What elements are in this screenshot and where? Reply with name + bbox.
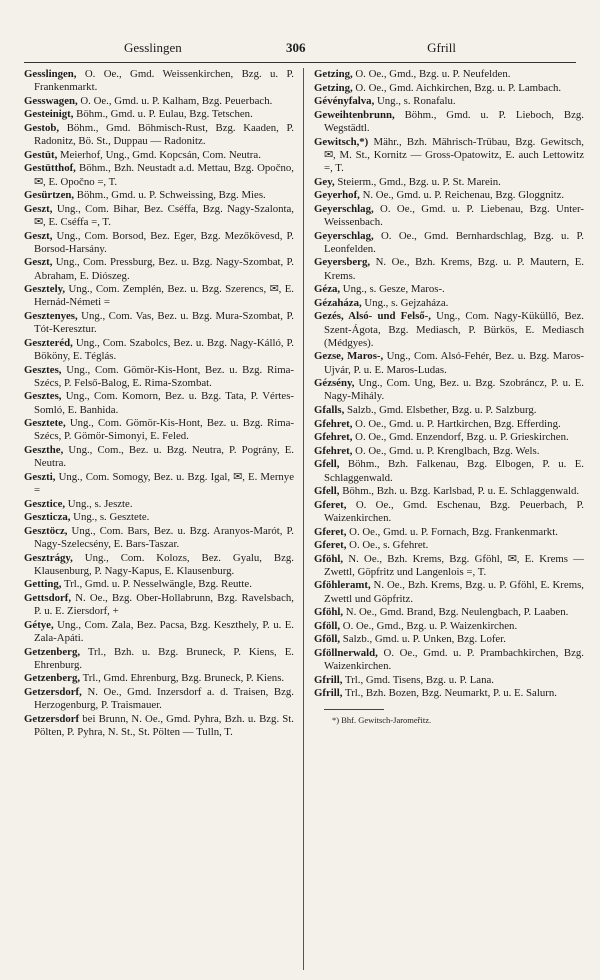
gazetteer-entry <box>24 122 294 148</box>
gazetteer-entry <box>24 189 294 202</box>
entry-details: Böhm., Gmd. Böhmisch-Rust, Bzg. Kaaden, P. Radonitz, Bö. St., Duppau — Radonitz. <box>34 121 294 148</box>
entry-place-name: Getzersdorf <box>24 712 80 725</box>
entry-place-name: Gferet, <box>314 498 347 511</box>
gazetteer-entry <box>314 377 584 403</box>
gazetteer-entry <box>24 646 294 672</box>
entry-place-name: Gesztöcz, <box>24 524 68 537</box>
entry-details: O. Oe., Gmd., Bzg. u. P. Neufelden. <box>352 68 511 80</box>
entry-details: Ung., Com. Pressburg, Bez. u. Bzg. Nagy-Szombat, P. Abraham, E. Diószeg. <box>34 256 294 282</box>
entry-details: N. Oe., Gmd. Inzersdorf a. d. Traisen, Bzg. Herzogenburg, P. Traismauer. <box>34 685 294 712</box>
gazetteer-entry <box>314 297 584 310</box>
entry-place-name: Geyersberg, <box>314 256 371 269</box>
gazetteer-entry <box>24 578 294 591</box>
entry-details: Ung., Com. Komorn, Bez. u. Bzg. Tata, P. Vértes-Somló, E. Banhida. <box>34 390 294 416</box>
entry-details: N. Oe., Gmd. Brand, Bzg. Neulengbach, P. Laaben. <box>343 606 569 619</box>
entry-place-name: Geyerhof, <box>314 189 360 202</box>
gazetteer-entry <box>314 539 584 552</box>
entry-details: O. Oe., Gmd. u. P. Fornach, Bzg. Frankenmarkt. <box>346 525 558 538</box>
gazetteer-entry <box>314 203 584 229</box>
entry-place-name: Gfell, <box>314 485 340 498</box>
entry-place-name: Geszt, <box>24 229 53 242</box>
entry-place-name: Gestütthof, <box>24 162 76 175</box>
page-number: 306 <box>286 40 306 55</box>
entry-place-name: Geszt, <box>24 202 53 215</box>
entry-details: O. Oe., Gmd. Aichkirchen, Bzg. u. P. Lambach. <box>352 81 562 94</box>
gazetteer-entry <box>314 230 584 256</box>
entry-details: Böhm., Gmd. u. P. Schweissing, Bzg. Mies. <box>74 189 266 202</box>
entry-details: Ung., Com. Ung, Bez. u. Bzg. Szobráncz, P. u. E. Nagy-Mihály. <box>324 377 584 403</box>
entry-details: Trl., Gmd. u. P. Nesselwängle, Bzg. Reutte. <box>61 578 252 591</box>
entry-place-name: Gföhleramt, <box>314 579 371 592</box>
entry-place-name: Gesztes, <box>24 363 62 376</box>
entry-place-name: Gfehret, <box>314 417 353 430</box>
gazetteer-entry <box>24 619 294 645</box>
gazetteer-entry <box>24 444 294 470</box>
gazetteer-entry <box>24 713 294 739</box>
entry-details: N. Oe., Bzh. Krems, Bzg. Gföhl, ✉, E. Krems — Zwettl, Göpfritz und Langenlois =, T. <box>324 552 584 578</box>
gazetteer-entry <box>24 511 294 524</box>
entry-details: bei Brunn, N. Oe., Gmd. Pyhra, Bzh. u. Bzg. St. Pölten, P. Pyhra, N. St., St. Pölten — Tulln, T. <box>34 712 294 738</box>
entry-details: O. Oe., Gmd. Eschenau, Bzg. Peuerbach, P. Waizenkirchen. <box>324 498 584 524</box>
header-left-keyword: Gesslingen <box>124 40 182 55</box>
entry-details: Ung., s. Gejzaháza. <box>361 296 449 309</box>
entry-details: N. Oe., Bzh. Krems, Bzg. u. P. Mautern, E. Krems. <box>324 256 584 282</box>
entry-place-name: Gesslingen, <box>24 68 77 80</box>
entry-place-name: Gévényfalva, <box>314 95 375 108</box>
gazetteer-entry <box>24 108 294 121</box>
entry-details: Ung., Com. Gömör-Kis-Hont, Bez. u. Bzg. Rima-Szécs, P. Gömör-Simonyi, E. Feled. <box>34 417 294 443</box>
entry-place-name: Gesztenyes, <box>24 309 78 322</box>
page-header <box>24 40 576 60</box>
gazetteer-entry <box>314 553 584 579</box>
gazetteer-entry <box>314 647 584 673</box>
entry-details: O. Oe., Gmd. u. P. Krenglbach, Bzg. Wels. <box>352 444 540 457</box>
gazetteer-entry <box>314 283 584 296</box>
entry-place-name: Gföhl, <box>314 606 344 619</box>
entry-place-name: Géza, <box>314 283 341 296</box>
entry-details: Steierm., Gmd., Bzg. u. P. St. Marein. <box>334 175 501 188</box>
entry-details: Ung., Com. Szabolcs, Bez. u. Bzg. Nagy-Kálló, P. Bököny, E. Téglás. <box>34 336 294 362</box>
entry-details: N. Oe., Bzh. Krems, Bzg. u. P. Gföhl, E. Krems, Zwettl und Göpfritz. <box>324 579 584 605</box>
entry-place-name: Gey, <box>314 175 335 188</box>
entry-details: Salzb., Gmd. u. P. Unken, Bzg. Lofer. <box>340 633 506 646</box>
gazetteer-entry <box>314 68 584 81</box>
entry-details: Böhm., Gmd. u. P. Eulau, Bzg. Tetschen. <box>73 108 253 121</box>
gazetteer-entry <box>24 203 294 229</box>
gazetteer-entry <box>314 606 584 619</box>
entry-place-name: Gesztes, <box>24 390 62 403</box>
entry-details: Böhm., Bzh. Falkenau, Bzg. Elbogen, P. u. E. Schlaggenwald. <box>324 458 584 484</box>
entry-details: N. Oe., Bzg. Ober-Hollabrunn, Bzg. Ravelsbach, P. u. E. Ziersdorf, + <box>34 591 294 618</box>
entry-place-name: Getzenberg, <box>24 645 81 658</box>
gazetteer-entry <box>24 686 294 712</box>
entry-place-name: Gfehret, <box>314 444 353 457</box>
gazetteer-entry <box>314 404 584 417</box>
entry-place-name: Gesürtzen, <box>24 189 75 202</box>
gazetteer-entry <box>314 620 584 633</box>
footnote: *) Bhf. Gewitsch-Jaromeřitz. <box>332 714 432 725</box>
entry-place-name: Gföll, <box>314 633 341 646</box>
entry-details: Ung., Com. Alsó-Fehér, Bez. u. Bzg. Maros-Ujvár, P. u. E. Maros-Ludas. <box>324 350 584 376</box>
gazetteer-entry <box>314 431 584 444</box>
gazetteer-entry <box>314 189 584 202</box>
entry-place-name: Gferet, <box>314 525 347 538</box>
entry-place-name: Geszteréd, <box>24 336 73 349</box>
entry-place-name: Gesztely, <box>24 283 66 296</box>
entry-place-name: Gfrill, <box>314 687 343 700</box>
entry-details: Ung., s. Gesztete. <box>70 511 150 524</box>
gazetteer-entry <box>24 672 294 685</box>
entry-place-name: Gesztete, <box>24 417 66 430</box>
gazetteer-entry <box>314 95 584 108</box>
entry-place-name: Gézaháza, <box>314 296 362 309</box>
entry-place-name: Gezés, Alsó- und Felső-, <box>314 310 431 323</box>
gazetteer-entry <box>24 310 294 336</box>
gazetteer-entry <box>314 633 584 646</box>
entry-details: Ung., Com., Bez. u. Bzg. Neutra, P. Pográny, E. Neutra. <box>34 443 294 470</box>
gazetteer-entry <box>24 256 294 282</box>
gazetteer-entry <box>24 68 294 94</box>
gazetteer-entry <box>24 162 294 188</box>
entry-details: O. Oe., Gmd. Weissenkirchen, Bzg. u. P. Frankenmarkt. <box>34 68 294 94</box>
entry-place-name: Gfalls, <box>314 403 345 416</box>
entry-place-name: Gfell, <box>314 458 340 471</box>
entry-details: O. Oe., Gmd. u. P. Kalham, Bzg. Peuerbach. <box>77 94 273 107</box>
gazetteer-entry <box>314 485 584 498</box>
entry-details: Böhm., Gmd. u. P. Lieboch, Bzg. Wegstädtl. <box>324 108 584 134</box>
footnote-rule <box>324 709 384 710</box>
entry-details: O. Oe., Gmd. u. P. Hartkirchen, Bzg. Efferding. <box>352 417 561 430</box>
entry-details: N. Oe., Gmd. u. P. Reichenau, Bzg. Gloggnitz. <box>359 189 565 202</box>
entry-details: Ung., s. Gesze, Maros-. <box>340 283 445 296</box>
entry-details: O. Oe., Gmd. u. P. Liebenau, Bzg. Unter-Weissenbach. <box>324 202 584 228</box>
header-right-keyword: Gfrill <box>427 40 456 55</box>
gazetteer-entry <box>24 95 294 108</box>
entry-details: O. Oe., Gmd., Bzg. u. P. Waizenkirchen. <box>340 619 518 632</box>
column-divider <box>303 68 304 970</box>
entry-place-name: Gestüt, <box>24 148 58 161</box>
entry-details: Ung., Com. Bars, Bez. u. Bzg. Aranyos-Marót, P. Nagy-Szelecsény, E. Bars-Taszar. <box>34 524 294 550</box>
entry-details: Trl., Gmd. Ehrenburg, Bzg. Bruneck, P. Kiens. <box>80 672 285 685</box>
gazetteer-entry <box>24 364 294 390</box>
entry-details: O. Oe., Gmd. u. P. Prambachkirchen, Bzg. Waizenkirchen. <box>324 647 584 673</box>
gazetteer-entry <box>24 592 294 618</box>
entry-place-name: Geszti, <box>24 470 56 483</box>
entry-place-name: Geszticza, <box>24 511 71 524</box>
gazetteer-entry <box>314 674 584 687</box>
entry-place-name: Gesztrágy, <box>24 551 73 564</box>
entry-details: Ung., s. Ronafalu. <box>374 95 456 108</box>
entry-place-name: Gföll, <box>314 619 341 632</box>
gazetteer-entry <box>314 82 584 95</box>
entry-details: Trl., Bzh. Bozen, Bzg. Neumarkt, P. u. E. Salurn. <box>342 687 557 700</box>
gazetteer-entry <box>314 418 584 431</box>
entry-place-name: Geszthe, <box>24 443 64 456</box>
entry-place-name: Gezse, Maros-, <box>314 350 384 363</box>
gazetteer-entry <box>24 390 294 416</box>
entry-details: Ung., Com. Vas, Bez. u. Bzg. Mura-Szombat, P. Tót-Keresztur. <box>34 309 294 336</box>
entry-details: Trl., Gmd. Tisens, Bzg. u. P. Lana. <box>342 673 494 686</box>
gazetteer-entry <box>24 337 294 363</box>
entry-details: O. Oe., s. Gfehret. <box>346 539 429 552</box>
entry-place-name: Gestob, <box>24 121 60 134</box>
entry-details: Ung., Com. Nagy-Küküllő, Bez. Szent-Ágota, Bzg. Mediasch, P. Bürkös, E. Mediasch (Médgyes). <box>324 310 584 349</box>
gazetteer-entry <box>24 149 294 162</box>
entry-place-name: Gewitsch,*) <box>314 135 369 148</box>
entry-details: Ung., Com. Kolozs, Bez. Gyalu, Bzg. Klausenburg, P. Nagy-Kapus, E. Klausenburg. <box>34 551 294 577</box>
right-column <box>314 68 584 968</box>
gazetteer-entry <box>314 310 584 350</box>
entry-details: Ung., Com. Gömör-Kis-Hont, Bez. u. Bzg. Rima-Szécs, P. Felső-Balog, E. Rima-Szombat. <box>34 363 294 389</box>
entry-place-name: Gföhl, <box>314 552 344 565</box>
entry-place-name: Gfrill, <box>314 673 343 686</box>
gazetteer-entry <box>314 526 584 539</box>
entry-details: O. Oe., Gmd. Bernhardschlag, Bzg. u. P. Leonfelden. <box>324 229 584 255</box>
entry-place-name: Gferet, <box>314 539 347 552</box>
gazetteer-entry <box>24 417 294 443</box>
entry-place-name: Geyerschlag, <box>314 229 374 242</box>
gazetteer-entry <box>314 687 584 700</box>
gazetteer-entry <box>314 109 584 135</box>
entry-place-name: Getzing, <box>314 81 353 94</box>
entry-details: Ung., Com. Zala, Bez. Pacsa, Bzg. Keszthely, P. u. E. Zala-Apáti. <box>34 618 294 644</box>
entry-details: Trl., Bzh. u. Bzg. Bruneck, P. Kiens, E. Ehrenburg. <box>34 645 294 671</box>
entry-details: Meierhof, Ung., Gmd. Kopcsán, Com. Neutra. <box>57 148 261 161</box>
gazetteer-entry <box>314 136 584 176</box>
gazetteer-entry <box>24 283 294 309</box>
entry-place-name: Gesztice, <box>24 497 66 510</box>
entry-place-name: Getzersdorf, <box>24 685 82 698</box>
gazetteer-entry <box>24 498 294 511</box>
gazetteer-entry <box>314 256 584 282</box>
gazetteer-entry <box>314 176 584 189</box>
gazetteer-entry <box>24 230 294 256</box>
entry-place-name: Gesswagen, <box>24 94 78 107</box>
gazetteer-entry <box>314 445 584 458</box>
entry-details: Salzb., Gmd. Elsbether, Bzg. u. P. Salzburg. <box>344 403 537 416</box>
gazetteer-entry <box>314 499 584 525</box>
gazetteer-entry <box>24 471 294 497</box>
entry-details: Böhm., Bzh. u. Bzg. Karlsbad, P. u. E. Schlaggenwald. <box>339 485 580 498</box>
entry-place-name: Gettsdorf, <box>24 591 72 604</box>
gazetteer-entry <box>24 552 294 578</box>
gazetteer-entry <box>24 525 294 551</box>
entry-details: Mähr., Bzh. Mährisch-Trübau, Bzg. Gewitsch, ✉, M. St., Kornitz — Gross-Opatowitz, E. auch Lettowitz =, T. <box>324 135 584 174</box>
entry-details: Ung., Com. Bihar, Bez. Cséffa, Bzg. Nagy-Szalonta, ✉, E. Cséffa =, T. <box>34 202 294 228</box>
entry-place-name: Geszt, <box>24 256 53 269</box>
entry-place-name: Gétye, <box>24 618 54 631</box>
entry-details: Ung., Com. Somogy, Bez. u. Bzg. Igal, ✉, E. Mernye = <box>34 470 294 496</box>
header-rule <box>24 62 576 63</box>
entry-place-name: Gfehret, <box>314 431 353 444</box>
gazetteer-entry <box>314 579 584 605</box>
entry-place-name: Getzenberg, <box>24 672 81 685</box>
left-column <box>24 68 294 968</box>
entry-details: O. Oe., Gmd. Enzendorf, Bzg. u. P. Grieskirchen. <box>352 431 569 444</box>
entry-place-name: Gföllnerwald, <box>314 647 378 660</box>
entry-details: Ung., Com. Zemplén, Bez. u. Bzg. Szerencs, ✉, E. Hernád-Németi = <box>34 283 294 309</box>
entry-details: Böhm., Bzh. Neustadt a.d. Mettau, Bzg. Opočno, ✉, E. Opočno =, T. <box>34 162 294 188</box>
entry-place-name: Gesteinigt, <box>24 108 74 121</box>
gazetteer-entry <box>314 458 584 484</box>
entry-place-name: Geyerschlag, <box>314 202 374 215</box>
entry-details: Ung., Com. Borsod, Bez. Eger, Bzg. Mezőkövesd, P. Borsod-Harsány. <box>34 229 294 255</box>
entry-place-name: Geweihtenbrunn, <box>314 108 395 121</box>
entry-place-name: Gézsény, <box>314 377 355 390</box>
gazetteer-entry <box>314 350 584 376</box>
entry-place-name: Getzing, <box>314 68 353 80</box>
entry-place-name: Getting, <box>24 578 62 591</box>
entry-details: Ung., s. Jeszte. <box>65 497 133 510</box>
